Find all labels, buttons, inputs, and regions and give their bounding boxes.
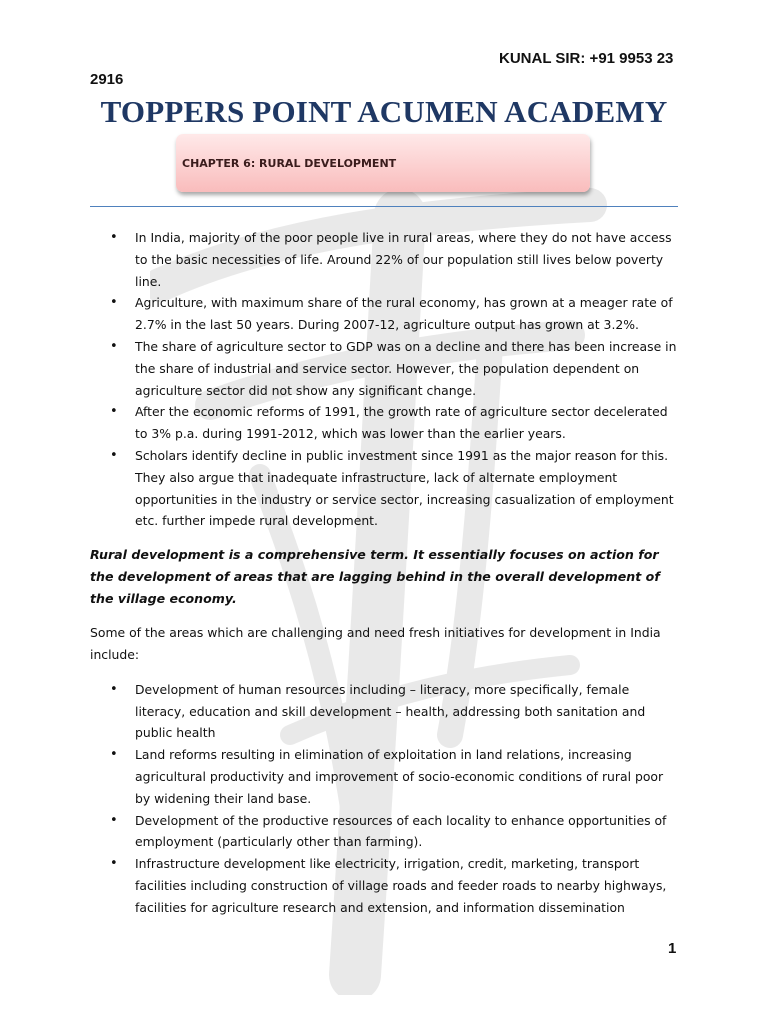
contact-info: KUNAL SIR: +91 9953 23	[499, 50, 674, 67]
list-item: • After the economic reforms of 1991, the growth rate of agriculture sector decelerated to 3% p.a. during 1991-2012, which was lower than the earlier years.	[90, 401, 682, 445]
academy-title: TOPPERS POINT ACUMEN ACADEMY	[100, 94, 668, 129]
definition-paragraph: Rural development is a comprehensive term. It essentially focuses on action for the development of areas that are lagging behind in the overall development of the village economy.	[90, 547, 660, 607]
areas-bullet-list	[90, 679, 682, 919]
intro-bullet-list	[90, 227, 682, 532]
chapter-banner	[176, 134, 590, 192]
list-item: • Scholars identify decline in public investment since 1991 as the major reason for this. They also argue that inadequate infrastructure, lack of alternate employment opportunities in the industry or service sector, increasing casualization of employment etc. further impede rural development.	[90, 445, 682, 532]
list-item: • Land reforms resulting in elimination of exploitation in land relations, increasing agricultural productivity and improvement of socio-economic conditions of rural poor by widening their land base.	[90, 744, 682, 809]
list-item: • In India, majority of the poor people live in rural areas, where they do not have access to the basic necessities of life. Around 22% of our population still lives below poverty line.	[90, 227, 682, 292]
areas-intro-paragraph: Some of the areas which are challenging and need fresh initiatives for development in India include:	[90, 625, 661, 662]
list-item: • Development of the productive resources of each locality to enhance opportunities of employment (particularly other than farming).	[90, 810, 682, 854]
list-item: • Agriculture, with maximum share of the rural economy, has grown at a meager rate of 2.7% in the last 50 years. During 2007-12, agriculture output has grown at 3.2%.	[90, 292, 682, 336]
list-item: • Infrastructure development like electricity, irrigation, credit, marketing, transport facilities including construction of village roads and feeder roads to nearby highways, facilities for agriculture research and extension, and information dissemination	[90, 853, 682, 918]
list-item: • Development of human resources including – literacy, more specifically, female literacy, education and skill development – health, addressing both sanitation and public health	[90, 679, 682, 744]
contact-info-continued: 2916	[90, 71, 124, 88]
list-item: • The share of agriculture sector to GDP was on a decline and there has been increase in the share of industrial and service sector. However, the population dependent on agriculture sector did not show any significant change.	[90, 336, 682, 401]
header-divider	[90, 206, 678, 207]
document-body	[90, 227, 682, 919]
page-number: 1	[668, 940, 677, 957]
chapter-title: CHAPTER 6: RURAL DEVELOPMENT	[182, 157, 397, 170]
